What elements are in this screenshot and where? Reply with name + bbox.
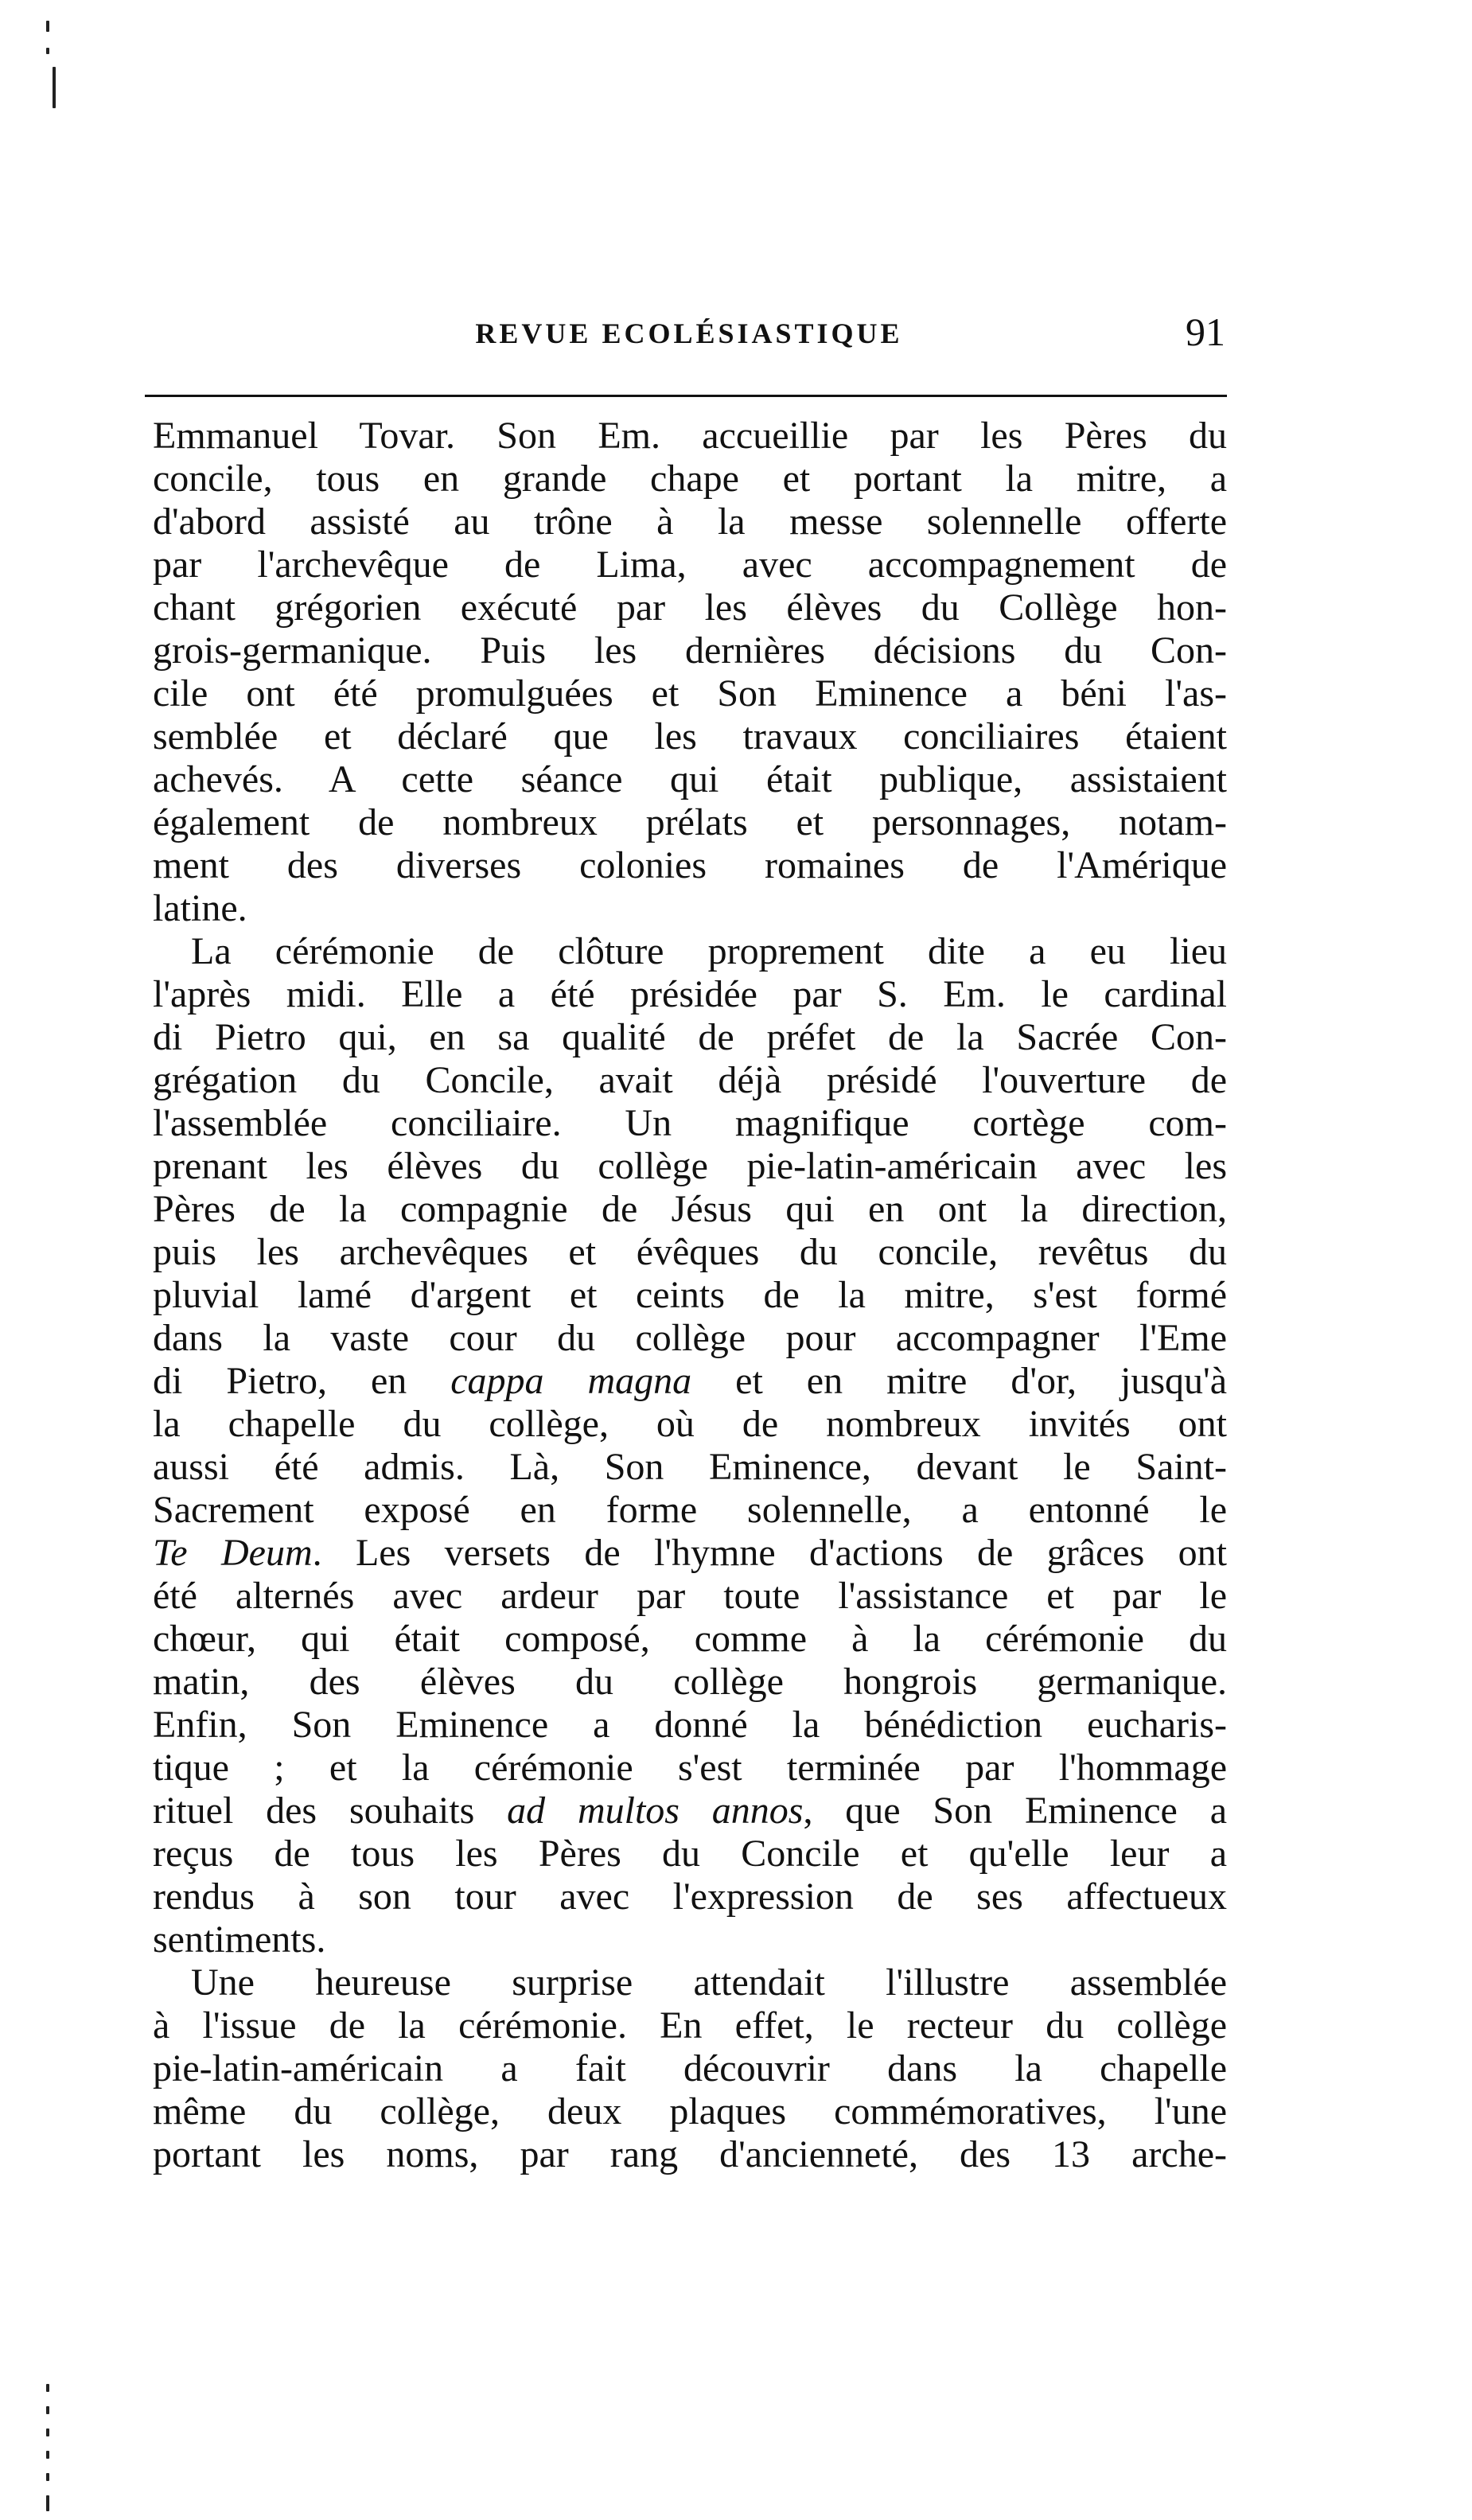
page-header [153, 309, 1225, 364]
header-rule [145, 395, 1227, 397]
body-text [153, 415, 1227, 2176]
text-line: l'assemblée conciliaire. Un magnifique cortège com- [153, 1102, 1227, 1144]
text-line: concile, tous en grande chape et portant la mitre, a [153, 458, 1227, 500]
margin-marks-bottom [46, 2379, 57, 2514]
text-line: aussi été admis. Là, Son Eminence, devant le Saint- [153, 1446, 1227, 1488]
text-line: tique ; et la cérémonie s'est terminée par l'hommage [153, 1747, 1227, 1789]
italic-phrase: ad multos annos [507, 1790, 804, 1832]
text-segment: et en mitre d'or, jusqu'à [691, 1360, 1228, 1402]
text-line: été alternés avec ardeur par toute l'assistance et par le [153, 1575, 1227, 1617]
text-line: di Pietro qui, en sa qualité de préfet de la Sacrée Con- [153, 1016, 1227, 1058]
text-line [153, 1532, 1227, 1575]
text-line: prenant les élèves du collège pie-latin-américain avec les [153, 1145, 1227, 1187]
text-line: l'après midi. Elle a été présidée par S. Em. le cardinal [153, 973, 1227, 1015]
text-line: rendus à son tour avec l'expression de ses affectueux [153, 1875, 1227, 1918]
italic-phrase: cappa magna [450, 1360, 692, 1402]
text-line: grois-germanique. Puis les dernières décisions du Con- [153, 629, 1227, 672]
text-line: La cérémonie de clôture proprement dite a eu lieu [191, 930, 1227, 972]
text-segment: rituel des souhaits [153, 1790, 508, 1832]
text-segment: , que Son Eminence a [803, 1790, 1227, 1832]
text-segment: di Pietro, en [153, 1360, 451, 1402]
margin-marks-top [46, 10, 57, 113]
text-line: Emmanuel Tovar. Son Em. accueillie par les Pères du [153, 415, 1227, 457]
text-segment: . Les versets de l'hymne d'actions de grâces ont [312, 1532, 1227, 1574]
italic-phrase: Te Deum [153, 1532, 313, 1574]
text-line: semblée et déclaré que les travaux conciliaires étaient [153, 715, 1227, 758]
text-line: reçus de tous les Pères du Concile et qu'elle leur a [153, 1833, 1227, 1875]
text-line: Une heureuse surprise attendait l'illustre assemblée [191, 1961, 1227, 2004]
text-line [153, 1360, 1227, 1403]
text-line: dans la vaste cour du collège pour accompagner l'Eme [153, 1317, 1227, 1359]
text-line: achevés. A cette séance qui était publique, assistaient [153, 758, 1227, 800]
text-line: Enfin, Son Eminence a donné la bénédiction eucharis- [153, 1704, 1227, 1746]
text-line: pie-latin-américain a fait découvrir dans la chapelle [153, 2047, 1227, 2090]
text-line: ment des diverses colonies romaines de l'Amérique [153, 844, 1227, 886]
text-line: chœur, qui était composé, comme à la cérémonie du [153, 1618, 1227, 1660]
text-line: Pères de la compagnie de Jésus qui en ont la direction, [153, 1188, 1227, 1230]
page-number: 91 [1186, 310, 1225, 354]
text-line: cile ont été promulguées et Son Eminence a béni l'as- [153, 672, 1227, 715]
text-line: à l'issue de la cérémonie. En effet, le recteur du collège [153, 2004, 1227, 2047]
text-line: portant les noms, par rang d'ancienneté, des 13 arche- [153, 2133, 1227, 2175]
text-line: latine. [153, 887, 247, 929]
text-line: la chapelle du collège, où de nombreux invités ont [153, 1403, 1227, 1445]
text-line: chant grégorien exécuté par les élèves du Collège hon- [153, 586, 1227, 629]
text-line: puis les archevêques et évêques du concile, revêtus du [153, 1231, 1227, 1273]
text-line: grégation du Concile, avait déjà présidé l'ouverture de [153, 1059, 1227, 1101]
text-line [153, 1790, 1227, 1833]
text-line: d'abord assisté au trône à la messe solennelle offerte [153, 500, 1227, 543]
text-line: Sacrement exposé en forme solennelle, a entonné le [153, 1489, 1227, 1531]
text-line: matin, des élèves du collège hongrois germanique. [153, 1661, 1227, 1703]
text-line: par l'archevêque de Lima, avec accompagnement de [153, 543, 1227, 586]
text-line: pluvial lamé d'argent et ceints de la mitre, s'est formé [153, 1274, 1227, 1316]
text-line: également de nombreux prélats et personnages, notam- [153, 801, 1227, 843]
text-line: sentiments. [153, 1918, 326, 1961]
text-line: même du collège, deux plaques commémoratives, l'une [153, 2090, 1227, 2132]
running-title: REVUE ECOLÉSIASTIQUE [475, 317, 903, 349]
